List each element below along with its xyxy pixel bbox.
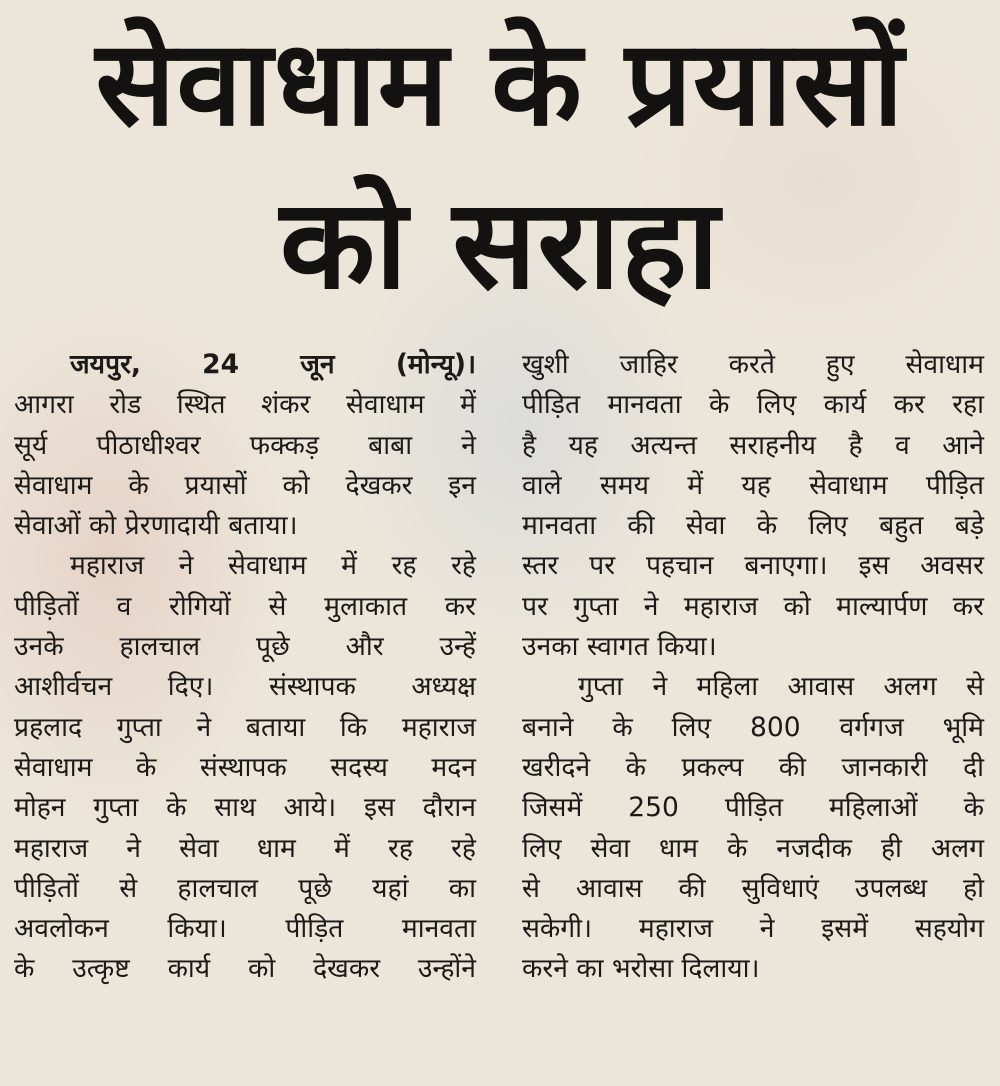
article-line: गुप्ता ने महिला आवास अलग से	[578, 671, 984, 703]
article-column-right	[522, 345, 984, 1075]
article-line: मोहन गुप्ता के साथ आये। इस दौरान	[14, 792, 476, 824]
article-line: जिसमें 250 पीड़ित महिलाओं के	[522, 792, 984, 824]
article-line: सेवाधाम के प्रयासों को देखकर इन	[14, 469, 476, 501]
article-line: है यह अत्यन्त सराहनीय है व आने	[522, 429, 984, 461]
article-line: से आवास की सुविधाएं उपलब्ध हो	[522, 872, 984, 904]
article-line: पीड़ित मानवता के लिए कार्य कर रहा	[522, 389, 984, 421]
article-line: आगरा रोड स्थित शंकर सेवाधाम में	[14, 389, 476, 421]
article-line: महाराज ने सेवा धाम में रह रहे	[14, 832, 476, 864]
article-line: सूर्य पीठाधीश्वर फक्कड़ बाबा ने	[14, 429, 476, 461]
article-line: महाराज ने सेवाधाम में रह रहे	[70, 550, 476, 582]
headline-line-1: सेवाधाम के प्रयासों	[95, 14, 905, 152]
dateline: जयपुर, 24 जून (मोन्यू)।	[70, 349, 476, 380]
article-line: आशीर्वचन दिए। संस्थापक अध्यक्ष	[14, 671, 476, 703]
article-line: के उत्कृष्ट कार्य को देखकर उन्होंने	[14, 953, 476, 985]
article-line: पर गुप्ता ने महाराज को माल्यार्पण कर	[522, 590, 984, 622]
article-line: स्तर पर पहचान बनाएगा। इस अवसर	[522, 550, 984, 582]
article-line: लिए सेवा धाम के नजदीक ही अलग	[522, 832, 984, 864]
article-line: सेवाओं को प्रेरणादायी बताया।	[14, 510, 298, 542]
article-line: सकेगी। महाराज ने इसमें सहयोग	[522, 913, 984, 945]
article-line: वाले समय में यह सेवाधाम पीड़ित	[522, 469, 984, 501]
article-line: सेवाधाम के संस्थापक सदस्य मदन	[14, 751, 476, 783]
article-line: उनके हालचाल पूछे और उन्हें	[14, 631, 476, 663]
article-line: पीड़ितों व रोगियों से मुलाकात कर	[14, 590, 476, 622]
article-line: मानवता की सेवा के लिए बहुत बड़े	[522, 510, 984, 542]
article-line: खुशी जाहिर करते हुए सेवाधाम	[522, 349, 984, 380]
article-line: करने का भरोसा दिलाया।	[522, 953, 760, 985]
article-line: बनाने के लिए 800 वर्गगज भूमि	[522, 711, 984, 743]
article-line: प्रहलाद गुप्ता ने बताया कि महाराज	[14, 711, 476, 743]
article-line: खरीदने के प्रकल्प की जानकारी दी	[522, 751, 984, 783]
article-line: उनका स्वागत किया।	[522, 631, 717, 663]
article-column-left	[14, 345, 476, 1075]
article-line	[14, 345, 476, 385]
article-line: अवलोकन किया। पीड़ित मानवता	[14, 913, 476, 945]
headline-line-2: को सराहा	[279, 173, 721, 317]
article-line: पीड़ितों से हालचाल पूछे यहां का	[14, 872, 476, 904]
